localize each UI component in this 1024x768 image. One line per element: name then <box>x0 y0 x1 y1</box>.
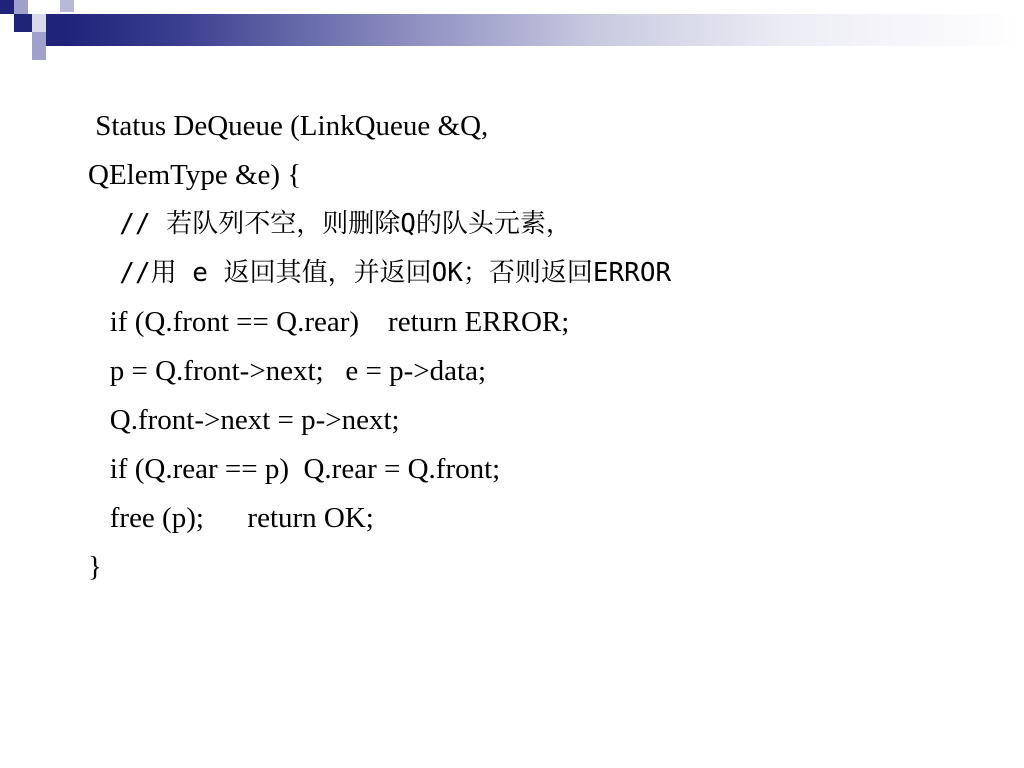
decor-square <box>14 0 28 14</box>
code-line-check-empty: if (Q.front == Q.rear) return ERROR; <box>88 306 570 338</box>
decor-square <box>32 14 46 32</box>
code-comment-2: //用 e 返回其值，并返回OK；否则返回ERROR <box>88 258 672 288</box>
code-line-reset-rear: if (Q.rear == p) Q.rear = Q.front; <box>88 453 501 485</box>
decor-square <box>60 0 74 12</box>
decor-square <box>0 0 14 14</box>
code-line-params: QElemType &e) { <box>88 159 302 191</box>
decor-square <box>32 32 46 46</box>
code-block <box>88 108 988 598</box>
code-line-get-data: p = Q.front->next; e = p->data; <box>88 355 487 387</box>
title-gradient-band <box>66 14 1024 46</box>
code-line-unlink: Q.front->next = p->next; <box>88 404 400 436</box>
decor-square <box>14 14 32 32</box>
code-line-signature: Status DeQueue (LinkQueue &Q, <box>88 110 489 142</box>
code-line-free-return: free (p); return OK; <box>88 502 374 534</box>
decor-square <box>32 46 46 60</box>
code-comment-1: // 若队列不空，则删除Q的队头元素， <box>88 209 572 239</box>
decor-square <box>46 14 66 46</box>
code-line-close-brace: } <box>88 551 102 583</box>
